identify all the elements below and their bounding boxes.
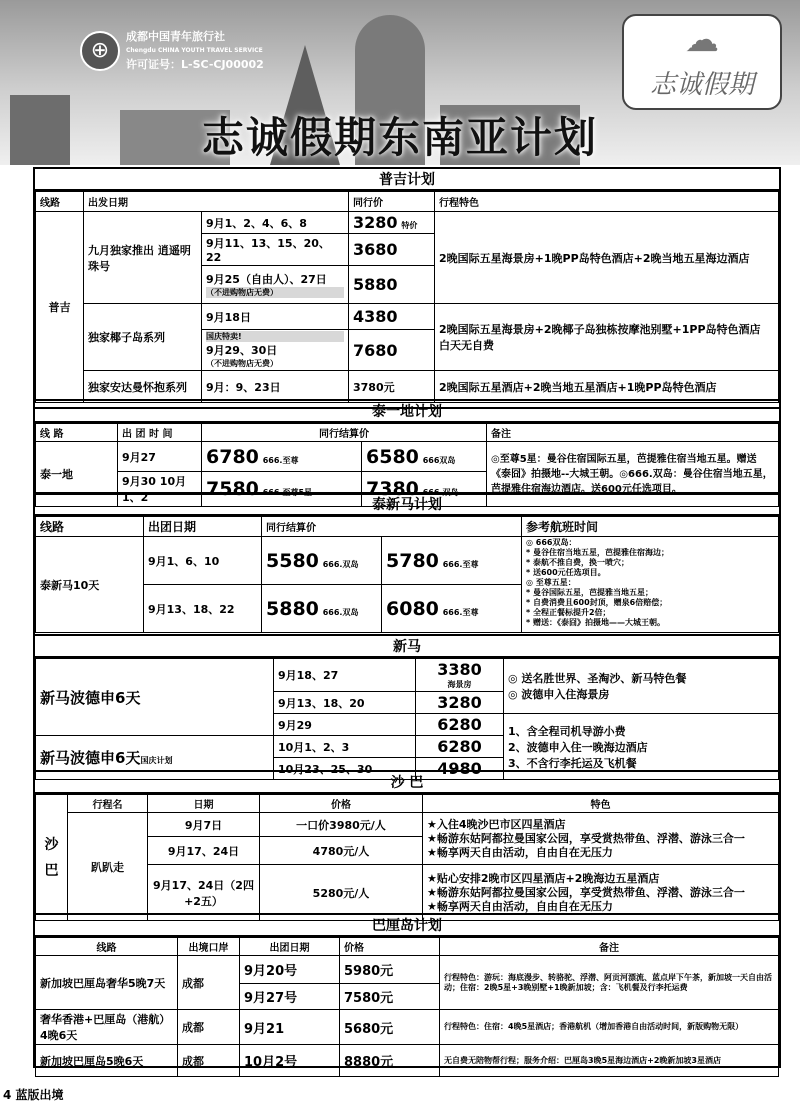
price-cell: 5280元/人	[260, 865, 423, 921]
price-sub: 海景房	[447, 680, 472, 689]
table-header: 同行结算价	[262, 517, 522, 537]
table-header: 备注	[440, 938, 779, 956]
flight-note: ◎ 至尊五星：	[526, 578, 576, 587]
feature-line: ★入住4晚沙巴市区四星酒店	[427, 817, 566, 831]
section-title: 泰新马计划	[35, 494, 779, 516]
date-cell: 10月2号	[240, 1045, 340, 1077]
note-line: 1、含全程司机导游小费	[508, 724, 626, 738]
route-cell: 泰一地	[36, 442, 118, 507]
price-value: 4380	[353, 307, 398, 326]
date-cell: 10月1、2、3	[274, 736, 416, 758]
route-cell: 新加坡巴厘岛奢华5晚7天	[36, 956, 178, 1010]
table-header: 同行结算价	[202, 424, 487, 442]
date-cell: 9月：9、23日	[202, 371, 349, 403]
price-value: 5880	[266, 597, 319, 620]
table-header: 日期	[148, 795, 260, 813]
no-shopping-note: （不进购物店无费）	[206, 359, 278, 368]
price-value: 5580	[266, 549, 319, 572]
flight-note: * 赠送：《泰囧》拍摄地——大城王朝。	[526, 618, 665, 627]
table-header: 线路	[36, 192, 84, 212]
table-header: 价格	[340, 938, 440, 956]
section-title: 新马	[35, 636, 779, 658]
price-label: 666.双岛	[322, 559, 359, 569]
price-value: 7680	[353, 340, 398, 360]
route-name: 新马波德申6天	[40, 749, 141, 767]
feature-line: ★畅享两天自由活动，自由自在无压力	[427, 845, 613, 859]
agency-logo	[80, 30, 264, 72]
price-label: 666双岛	[422, 455, 456, 465]
thai-sg-my-section	[33, 492, 781, 636]
price-unit: 特价	[401, 221, 418, 230]
date-cell: 9月29	[274, 714, 416, 736]
port-cell: 成都	[178, 1045, 240, 1077]
agency-name-en: Chengdu CHINA YOUTH TRAVEL SERVICE	[126, 47, 263, 54]
price-value: 5780	[386, 549, 439, 572]
date-cell: 9月7日	[148, 813, 260, 837]
note-cell: 行程特色：游玩：海底漫步、转骆驼、浮潜、阿贡河漂流、蓝点岸下午茶，新加坡一天自由活动；住宿：2晚5星+3晚别墅+1晚新加坡；含：飞机餐及行李托运费	[440, 956, 779, 1010]
date-cell: 9月30 10月1、2	[118, 472, 202, 507]
price-label: 666.至尊5星	[262, 488, 313, 497]
route-cell: 新加坡巴厘岛5晚6天	[36, 1045, 178, 1077]
flight-note: * 曼谷住宿当地五星，芭提雅住宿海边；	[526, 548, 669, 557]
feature-cell: 2晚国际五星海景房+1晚PP岛特色酒店+2晚当地五星海边酒店	[435, 212, 779, 304]
price-cell: 5980元	[340, 956, 440, 984]
flight-note: * 曼谷国际五星，芭提雅当地五星；	[526, 588, 653, 597]
table-header: 特色	[423, 795, 779, 813]
flight-note: * 自费消费且600封顶，赠泉6倍赔偿；	[526, 598, 668, 607]
note-line: 2、波德申入住一晚海边酒店	[508, 740, 648, 754]
note-cell: ◎至尊5星：曼谷住宿国际五星，芭提雅住宿当地五星。赠送《泰囧》拍摄地--大城王朝。◎666.双岛：曼谷住宿当地五星，芭提雅住宿海边酒店。送600元任选项目。	[487, 442, 779, 507]
promo-badge: 国庆特卖!	[206, 331, 344, 342]
route-cell: 普吉	[36, 212, 84, 403]
header-banner	[0, 0, 800, 165]
price-cell: 7580元	[340, 984, 440, 1010]
date-cell: 9月1、2、4、6、8	[202, 212, 349, 234]
side-label: 沙	[44, 836, 59, 853]
date-cell: 9月21	[240, 1010, 340, 1045]
flight-note: * 全程正餐标提升2倍；	[526, 608, 611, 617]
table-header: 出境口岸	[178, 938, 240, 956]
date-cell: 9月29、30日	[206, 344, 278, 357]
series-name: 九月独家推出 逍遥明珠号	[84, 212, 202, 304]
price-value: 6780	[206, 445, 259, 468]
no-shopping-note: （不进购物店无费）	[206, 287, 344, 298]
price-cell	[349, 212, 435, 234]
cloud-icon: ☁	[685, 20, 719, 60]
page-title: 志诚假期东南亚计划	[201, 113, 598, 162]
table-header: 参考航班时间	[522, 517, 779, 537]
note-cell: 行程特色：住宿：4晚5星酒店；香港航机（增加香港自由活动时间，新版购物无限）	[440, 1010, 779, 1045]
table-header: 备注	[487, 424, 779, 442]
price-label: 666.至尊	[442, 607, 479, 617]
section-title: 普吉计划	[35, 169, 779, 191]
price-value: 7580	[206, 478, 259, 500]
sg-my-section	[33, 634, 781, 778]
date-cell: 9月27号	[240, 984, 340, 1010]
phuket-table	[35, 191, 779, 403]
side-label: 巴	[44, 862, 59, 879]
date-cell: 9月17、24日	[148, 837, 260, 865]
table-header: 行程特色	[435, 192, 779, 212]
date-cell: 9月17、24日（2四+2五）	[148, 865, 260, 921]
table-header: 出团日期	[240, 938, 340, 956]
route-cell: 奢华香港+巴厘岛（港航）4晚6天	[36, 1010, 178, 1045]
section-title: 泰一地计划	[35, 401, 779, 423]
date-cell: 9月18、27	[274, 659, 416, 692]
page-number: 4	[3, 1088, 12, 1102]
price-value: 3280	[353, 213, 398, 232]
price-value: 6080	[386, 597, 439, 620]
sabah-table	[35, 794, 779, 921]
price-value: 4980	[416, 758, 504, 780]
series-name: 独家椰子岛系列	[84, 304, 202, 371]
flight-note: * 泰航不推自费，换一喷穴；	[526, 558, 629, 567]
price-value: 7380	[366, 478, 419, 500]
table-header: 同行价	[349, 192, 435, 212]
bali-section	[33, 913, 781, 1068]
feature-line: ★贴心安排2晚市区四星酒店+2晚海边五星酒店	[427, 871, 660, 885]
route-cell: 新马波德申6天	[36, 659, 274, 736]
price-value: 3280	[416, 692, 504, 714]
price-cell: 8880元	[340, 1045, 440, 1077]
license-number: 许可证号：L-SC-CJ00002	[126, 58, 264, 71]
bali-table	[35, 937, 779, 1077]
price-cell: 5680元	[340, 1010, 440, 1045]
route-cell: 趴趴走	[68, 813, 148, 921]
sabah-section	[33, 770, 781, 915]
price-label: 666.双岛	[422, 488, 459, 497]
note-cell: 无自费无陪物帮行程；服务介绍：巴厘岛3晚5星海边酒店+2晚新加坡3星酒店	[440, 1045, 779, 1077]
price-cell: 一口价3980元/人	[260, 813, 423, 837]
table-header: 出团日期	[144, 517, 262, 537]
table-header: 出发日期	[84, 192, 349, 212]
section-title: 巴厘岛计划	[35, 915, 779, 937]
date-cell: 9月25（自由人）、27日	[206, 273, 327, 286]
price-value: 3680	[353, 240, 398, 259]
thai-section	[33, 399, 781, 504]
table-header: 价格	[260, 795, 423, 813]
price-value: 6280	[416, 736, 504, 758]
price-label: 666.双岛	[322, 607, 359, 617]
feature-line: ★畅游东姑阿都拉曼国家公园，享受赏热带鱼、浮潜、游泳三合一	[427, 831, 745, 845]
date-cell: 9月13、18、20	[274, 692, 416, 714]
table-header: 线 路	[36, 424, 118, 442]
brand-logo	[622, 14, 782, 110]
port-cell: 成都	[178, 1010, 240, 1045]
feature-line: ★畅游东姑阿都拉曼国家公园，享受赏热带鱼、浮潜、游泳三合一	[427, 885, 745, 899]
note-line: ◎ 送名胜世界、圣淘沙、新马特色餐	[508, 672, 687, 685]
date-cell: 9月27	[118, 442, 202, 472]
price-value: 6580	[366, 445, 419, 468]
feature-cell: 2晚国际五星海景房+2晚椰子岛独栋按摩池别墅+1PP岛特色酒店	[439, 323, 761, 336]
route-tag: 国庆计划	[140, 756, 173, 765]
thai-sg-my-table	[35, 516, 779, 633]
flight-note: * 送600元任选项目。	[526, 568, 606, 577]
date-cell: 10月23、25、30	[274, 758, 416, 780]
table-header: 出 团 时 间	[118, 424, 202, 442]
price-cell: 3780元	[349, 371, 435, 403]
date-cell: 9月11、13、15、20、22	[202, 234, 349, 266]
price-label: 666.至尊	[442, 559, 479, 569]
globe-icon: ⊕	[80, 31, 120, 71]
table-header: 线路	[36, 517, 144, 537]
price-value: 6280	[416, 714, 504, 736]
feature-line: ★畅享两天自由活动，自由自在无压力	[427, 899, 613, 913]
date-cell: 9月1、6、10	[144, 537, 262, 585]
series-name: 独家安达曼怀抱系列	[84, 371, 202, 403]
table-header: 行程名	[68, 795, 148, 813]
agency-name: 成都中国青年旅行社	[126, 30, 225, 43]
date-cell: 9月18日	[202, 304, 349, 330]
section-title: 沙 巴	[35, 772, 779, 794]
date-cell: 9月20号	[240, 956, 340, 984]
price-label: 666.至尊	[262, 455, 299, 465]
feature-cell: 2晚国际五星酒店+2晚当地五星酒店+1晚PP岛特色酒店	[435, 371, 779, 403]
port-cell: 成都	[178, 956, 240, 1010]
table-header: 线路	[36, 938, 178, 956]
price-value: 5880	[353, 275, 398, 294]
brand-name: 志诚假期	[649, 70, 754, 100]
sg-my-table	[35, 658, 779, 780]
price-cell: 4780元/人	[260, 837, 423, 865]
note-line: 3、不含行李托运及飞机餐	[508, 756, 637, 770]
footer-label: 蓝版出境	[15, 1088, 64, 1102]
feature-extra: 白天无自费	[439, 339, 494, 352]
page-footer	[3, 1086, 64, 1103]
route-cell: 泰新马10天	[36, 537, 144, 633]
note-line: ◎ 波德申入住海景房	[508, 688, 610, 701]
phuket-section	[33, 167, 781, 409]
date-cell: 9月13、18、22	[144, 585, 262, 633]
flight-note: ◎ 666双岛：	[526, 538, 577, 547]
price-value: 3380	[437, 660, 482, 679]
